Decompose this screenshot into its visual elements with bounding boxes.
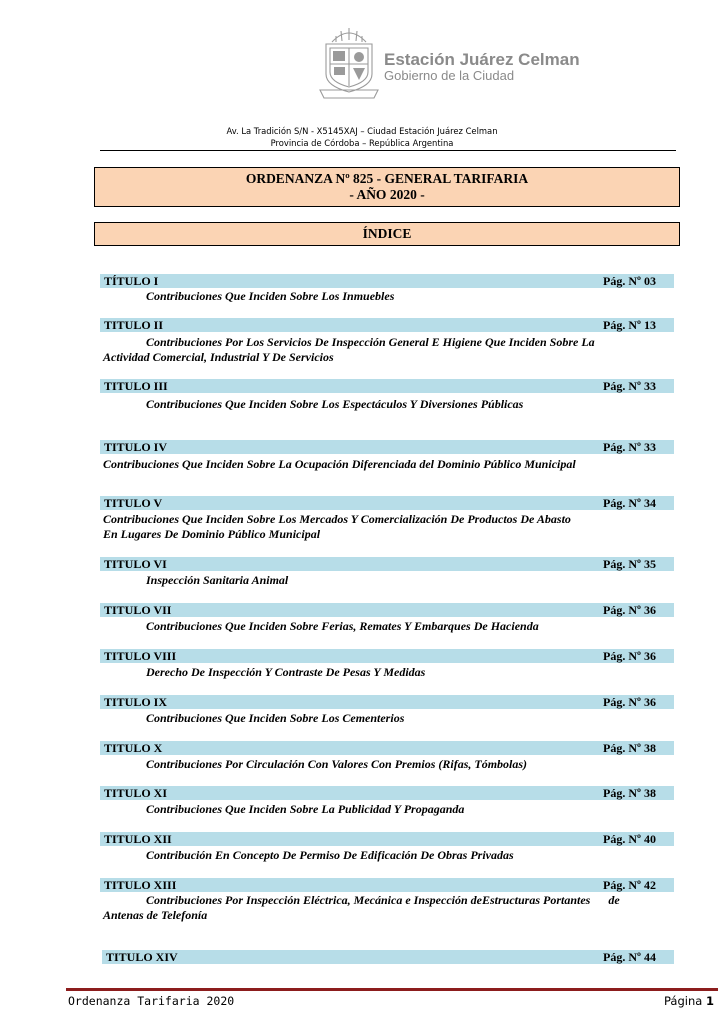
- entry-title: TITULO XIII: [104, 878, 177, 892]
- entry-title: TITULO XI: [104, 786, 168, 800]
- index-entry-title-bar[interactable]: [100, 318, 674, 332]
- entry-title: TITULO XIV: [106, 950, 178, 964]
- entry-page: Pág. Nº 38: [603, 741, 656, 755]
- address-line-2: Provincia de Córdoba – República Argentina: [270, 138, 454, 148]
- entry-page: Pág. Nº 36: [603, 603, 656, 617]
- entry-description: Contribuciones Que Inciden Sobre Los Espectáculos Y Diversiones Públicas: [146, 397, 524, 411]
- footer-document-name: Ordenanza Tarifaria 2020: [68, 994, 235, 1008]
- document-title-box: [94, 167, 680, 207]
- entry-description: Contribuciones Que Inciden Sobre Los Inmuebles: [146, 289, 395, 303]
- entry-page: Pág. Nº 42: [603, 878, 656, 892]
- entry-title: TITULO VII: [104, 603, 172, 617]
- entry-description: Inspección Sanitaria Animal: [146, 573, 289, 587]
- document-title: ORDENANZA Nº 825 - GENERAL TARIFARIA: [245, 171, 529, 186]
- entry-description: En Lugares De Dominio Público Municipal: [103, 527, 321, 541]
- index-entry-title-bar[interactable]: [100, 786, 674, 800]
- entry-description: Derecho De Inspección Y Contraste De Pesas Y Medidas: [146, 665, 426, 679]
- footer-page-number: [664, 994, 714, 1008]
- footer-divider: [66, 988, 718, 991]
- municipal-coat-of-arms-icon: [318, 22, 380, 102]
- index-entry-title-bar[interactable]: [100, 878, 674, 892]
- entry-page: Pág. Nº 34: [603, 496, 656, 510]
- entry-description: Contribuciones Que Inciden Sobre La Ocupación Diferenciada del Dominio Público Municipal: [103, 457, 576, 471]
- entry-title: TÍTULO I: [104, 274, 159, 288]
- index-heading: ÍNDICE: [94, 222, 680, 246]
- brand-subtitle: Gobierno de la Ciudad: [384, 68, 515, 83]
- index-entry-title-bar[interactable]: [100, 603, 674, 617]
- entry-title: TITULO IX: [104, 695, 168, 709]
- entry-page: Pág. Nº 38: [603, 786, 656, 800]
- index-entry-title-bar[interactable]: [100, 832, 674, 846]
- brand-title: Estación Juárez Celman: [384, 50, 580, 69]
- entry-description: Contribuciones Por Circulación Con Valores Con Premios (Rifas, Tómbolas): [146, 757, 528, 771]
- index-entry-title-bar[interactable]: [100, 379, 674, 393]
- entry-page: Pág. Nº 33: [603, 379, 656, 393]
- entry-description: Contribuciones Por Inspección Eléctrica, Mecánica e Inspección deEstructuras Portantes de: [146, 893, 620, 907]
- entry-page: Pág. Nº 44: [603, 950, 656, 964]
- index-entry-title-bar[interactable]: [100, 274, 674, 288]
- index-entry-title-bar[interactable]: [102, 950, 674, 964]
- entry-page: Pág. Nº 36: [603, 695, 656, 709]
- entry-title: TITULO X: [104, 741, 163, 755]
- entry-description: Actividad Comercial, Industrial Y De Servicios: [103, 350, 334, 364]
- entry-title: TITULO XII: [104, 832, 172, 846]
- entry-description: Contribuciones Que Inciden Sobre Los Cementerios: [146, 711, 405, 725]
- entry-description: Contribuciones Que Inciden Sobre Los Mercados Y Comercialización De Productos De Abasto: [103, 512, 571, 526]
- entry-description: Contribuciones Que Inciden Sobre Ferias, Remates Y Embarques De Hacienda: [146, 619, 539, 633]
- entry-page: Pág. Nº 13: [603, 318, 656, 332]
- entry-title: TITULO II: [104, 318, 164, 332]
- index-entry-title-bar[interactable]: [100, 649, 674, 663]
- footer-page-label: Página: [664, 994, 703, 1008]
- entry-page: Pág. Nº 40: [603, 832, 656, 846]
- entry-description: Contribuciones Por Los Servicios De Inspección General E Higiene Que Inciden Sobre La: [146, 335, 595, 349]
- entry-title: TITULO III: [104, 379, 168, 393]
- address-line-1: Av. La Tradición S/N - X5145XAJ – Ciudad Estación Juárez Celman: [226, 126, 498, 136]
- entry-description: Antenas de Telefonía: [103, 908, 208, 922]
- entry-page: Pág. Nº 36: [603, 649, 656, 663]
- index-entry-title-bar[interactable]: [100, 741, 674, 755]
- entry-title: TITULO VIII: [104, 649, 177, 663]
- entry-description: Contribuciones Que Inciden Sobre La Publicidad Y Propaganda: [146, 802, 465, 816]
- entry-title: TITULO V: [104, 496, 163, 510]
- entry-page: Pág. Nº 03: [603, 274, 656, 288]
- entry-title: TITULO IV: [104, 440, 168, 454]
- index-entry-title-bar[interactable]: [100, 695, 674, 709]
- index-entry-title-bar[interactable]: [100, 496, 674, 510]
- entry-description: Contribución En Concepto De Permiso De Edificación De Obras Privadas: [146, 848, 514, 862]
- page-number: 1: [705, 994, 714, 1008]
- entry-page: Pág. Nº 33: [603, 440, 656, 454]
- index-entry-title-bar[interactable]: [100, 440, 674, 454]
- document-year: - AÑO 2020 -: [349, 187, 425, 202]
- entry-title: TITULO VI: [104, 557, 167, 571]
- entry-page: Pág. Nº 35: [603, 557, 656, 571]
- index-entry-title-bar[interactable]: [100, 557, 674, 571]
- header-divider: [100, 150, 676, 151]
